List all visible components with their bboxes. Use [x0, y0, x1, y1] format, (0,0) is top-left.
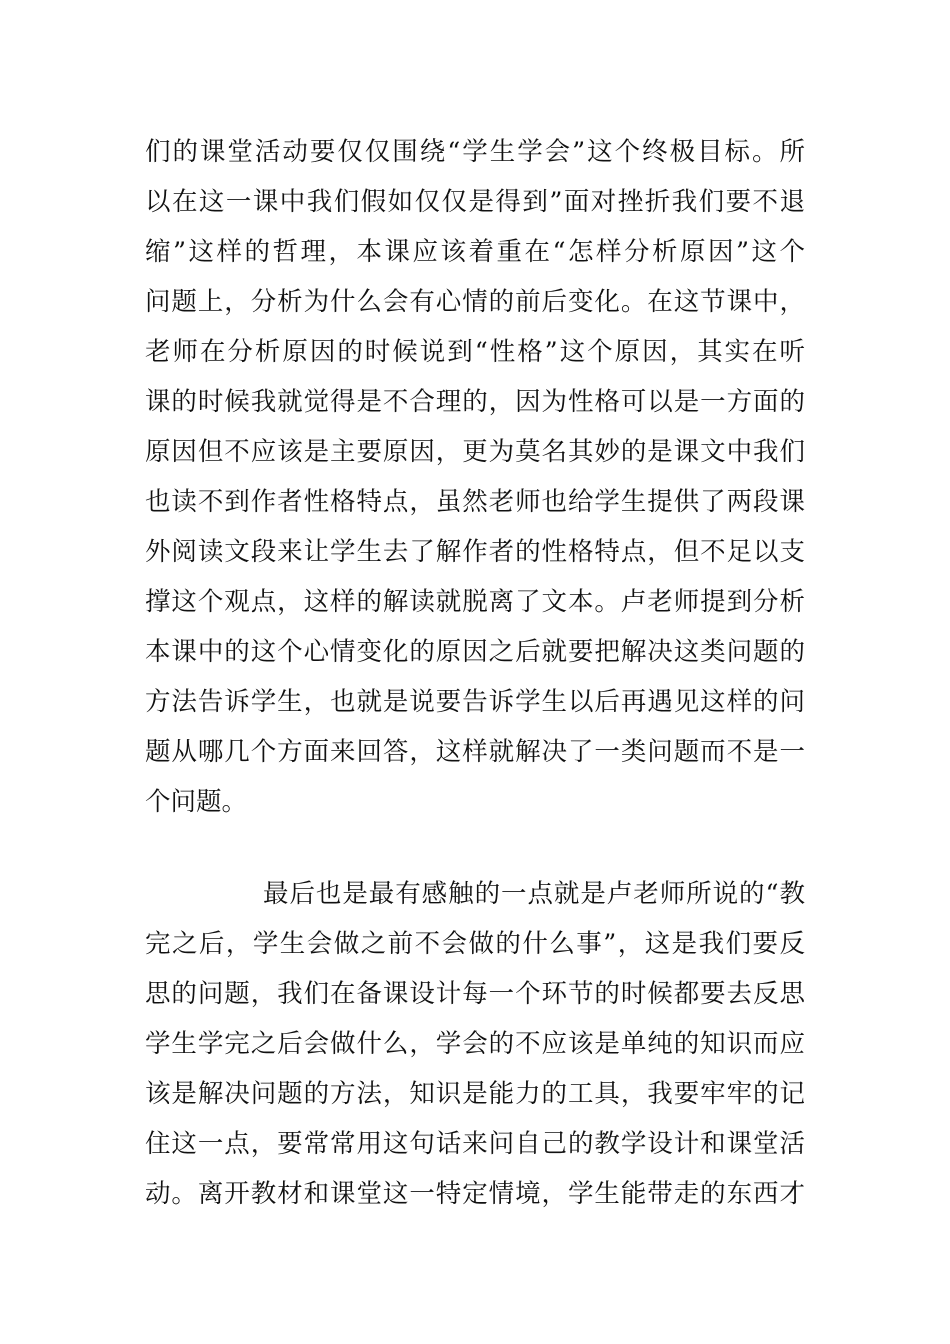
paragraph-line: 老师在分析原因的时候说到“性格”这个原因，其实在听 [145, 337, 805, 367]
paragraph-line: 原因但不应该是主要原因，更为莫名其妙的是课文中我们 [145, 437, 805, 467]
paragraph-line: 题从哪几个方面来回答，这样就解决了一类问题而不是一 [145, 737, 805, 767]
paragraph-line: 也读不到作者性格特点，虽然老师也给学生提供了两段课 [145, 487, 805, 517]
paragraph-line: 以在这一课中我们假如仅仅是得到”面对挫折我们要不退 [145, 187, 805, 217]
paragraph-1 [145, 127, 805, 827]
paragraph-line: 缩”这样的哲理，本课应该着重在“怎样分析原因”这个 [145, 237, 805, 267]
paragraph-first-line: 最后也是最有感触的一点就是卢老师所说的“教 [263, 879, 805, 909]
paragraph-line: 住这一点，要常常用这句话来问自己的教学设计和课堂活 [145, 1129, 805, 1159]
paragraph-line: 方法告诉学生，也就是说要告诉学生以后再遇见这样的问 [145, 687, 805, 717]
paragraph-line: 学生学完之后会做什么，学会的不应该是单纯的知识而应 [145, 1029, 805, 1059]
paragraph-line: 思的问题，我们在备课设计每一个环节的时候都要去反思 [145, 979, 805, 1009]
paragraph-2 [145, 869, 805, 1219]
paragraph-line: 撑这个观点，这样的解读就脱离了文本。卢老师提到分析 [145, 587, 805, 617]
paragraph-line: 们的课堂活动要仅仅围绕“学生学会”这个终极目标。所 [145, 137, 805, 167]
paragraph-line: 动。离开教材和课堂这一特定情境，学生能带走的东西才 [145, 1179, 805, 1209]
paragraph-line: 课的时候我就觉得是不合理的，因为性格可以是一方面的 [145, 387, 805, 417]
paragraph-line: 完之后，学生会做之前不会做的什么事”，这是我们要反 [145, 929, 805, 959]
paragraph-line: 本课中的这个心情变化的原因之后就要把解决这类问题的 [145, 637, 805, 667]
paragraph-line: 外阅读文段来让学生去了解作者的性格特点，但不足以支 [145, 537, 805, 567]
paragraph-last-line: 个问题。 [145, 787, 248, 817]
paragraph-line: 问题上，分析为什么会有心情的前后变化。在这节课中， [145, 287, 805, 317]
paragraph-line: 该是解决问题的方法，知识是能力的工具，我要牢牢的记 [145, 1079, 805, 1109]
